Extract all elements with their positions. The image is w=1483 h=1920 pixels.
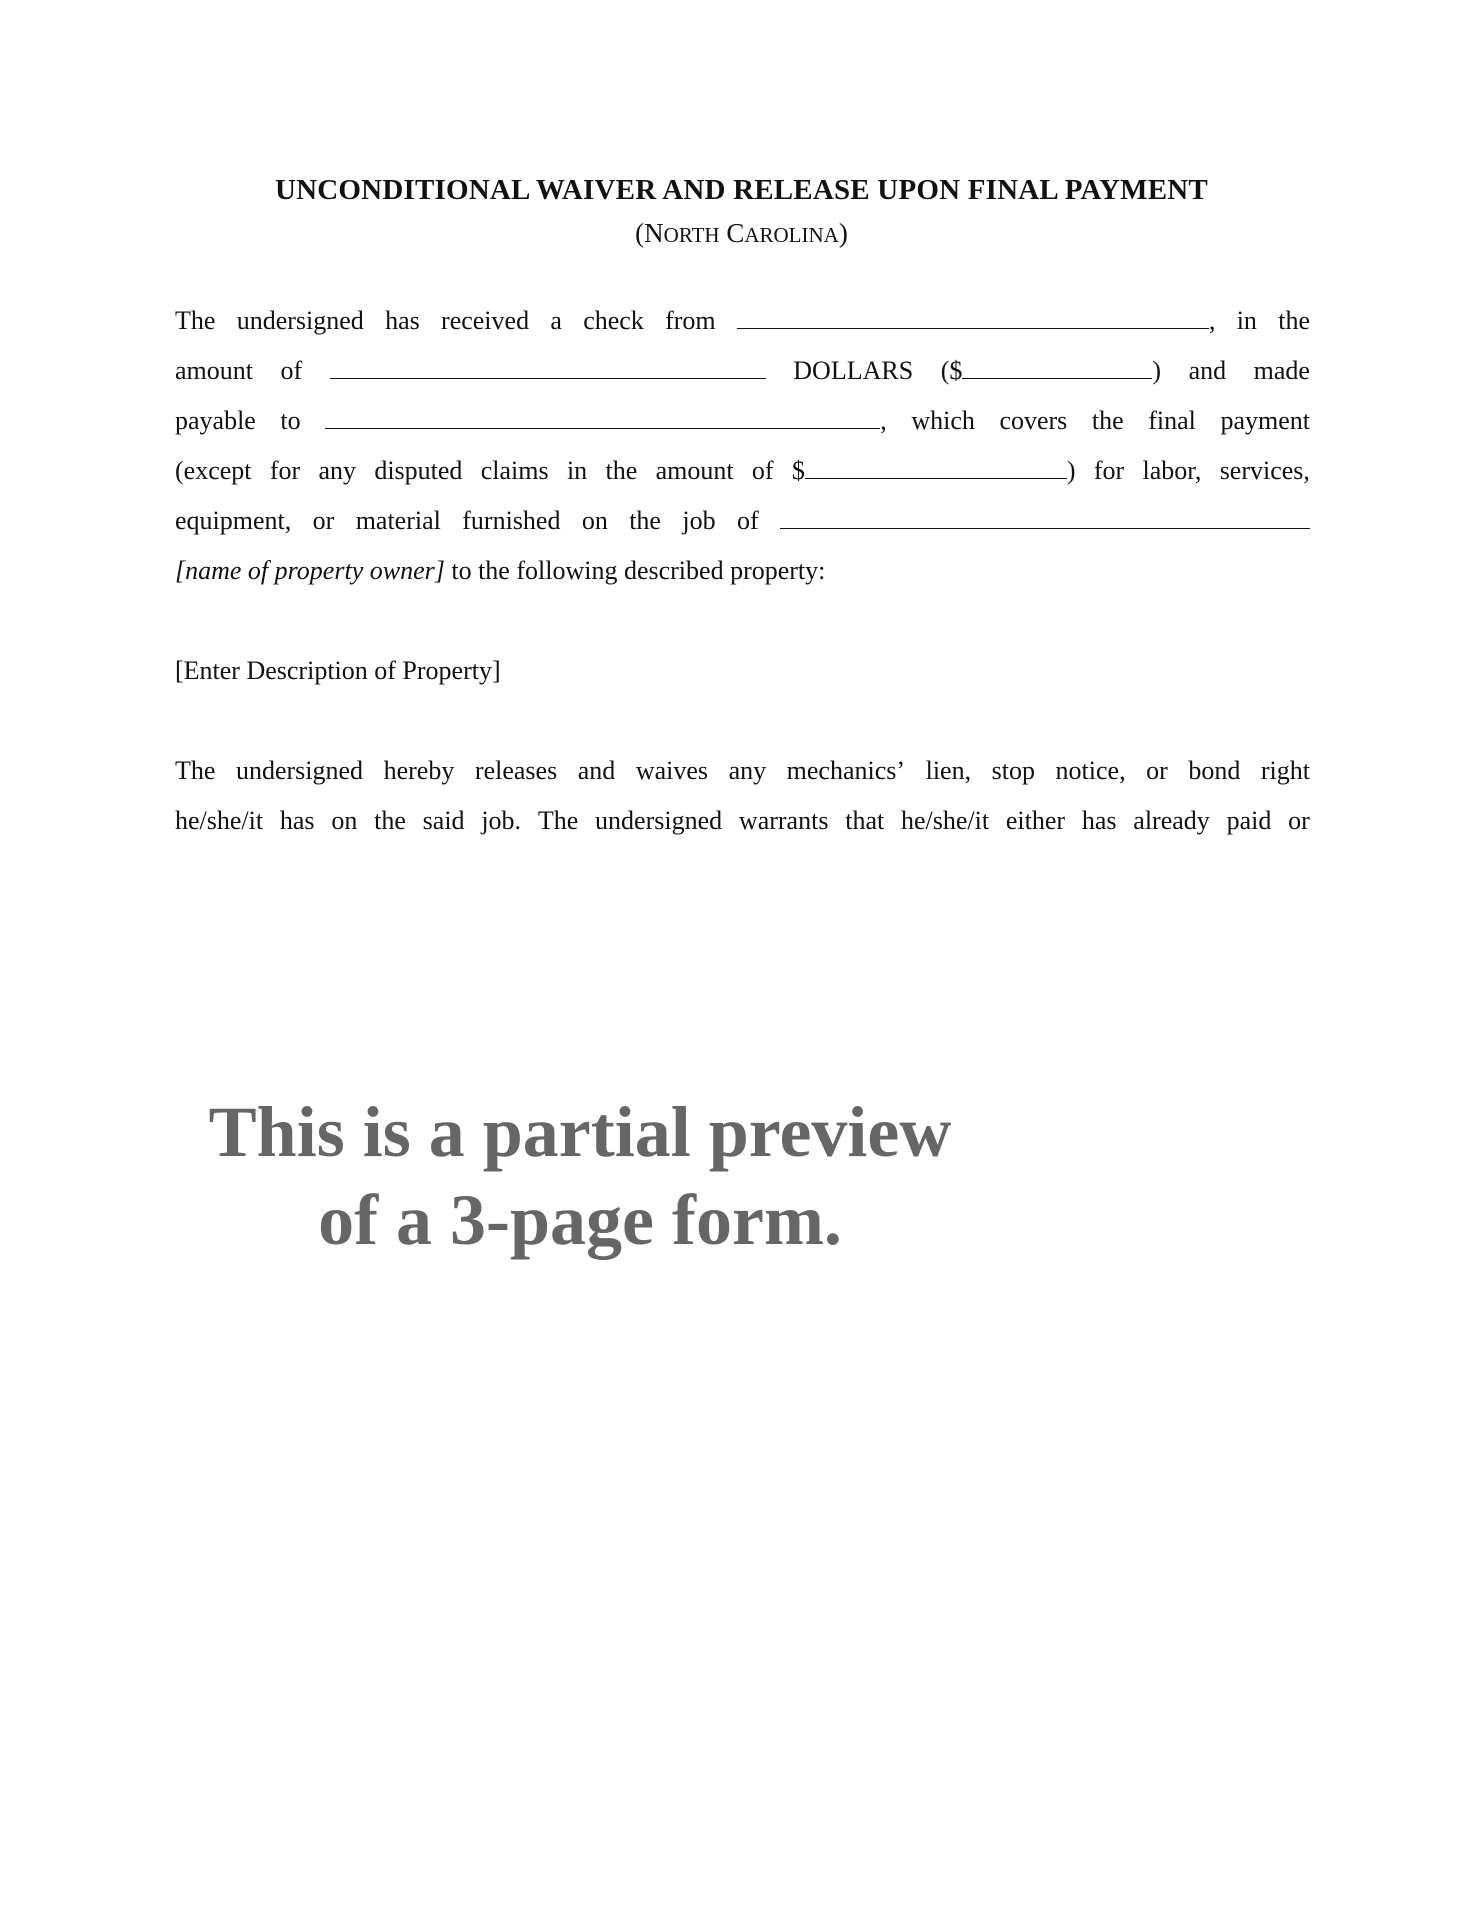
paragraph1-line5: equipment, or material furnished on the job of [175,506,1310,540]
document-subtitle: (NORTH CAROLINA) [635,218,848,248]
preview-watermark-line1: This is a partial preview [208,1092,952,1172]
payer-name-blank[interactable] [737,306,1209,329]
payee-name-blank[interactable] [325,406,880,429]
paragraph1-line2: amount of DOLLARS ($ ) and made [175,356,1310,385]
paragraph2-line2: he/she/it has on the said job. The undersigned warrants that he/she/it either has already paid or [175,806,1310,835]
amount-words-blank[interactable] [330,356,766,379]
paragraph2-line1: The undersigned hereby releases and waives any mechanics’ lien, stop notice, or bond right [175,756,1310,785]
property-description[interactable]: [Enter Description of Property] [175,656,501,685]
disputed-amount-blank[interactable] [805,456,1067,479]
paragraph1-line1: The undersigned has received a check from , in the [175,306,1310,335]
paragraph1-line6: [name of property owner] to the following described property: [175,556,826,585]
amount-number-blank[interactable] [962,356,1152,379]
paragraph1-line3: payable to , which covers the final payment [175,406,1310,435]
preview-watermark-line2: of a 3-page form. [318,1180,842,1260]
property-owner-hint: [name of property owner] [175,556,445,585]
paragraph1-line4: (except for any disputed claims in the amount of $ ) for labor, services, [175,456,1310,485]
document-title: UNCONDITIONAL WAIVER AND RELEASE UPON FINAL PAYMENT [275,174,1208,206]
property-owner-blank[interactable] [780,506,1310,529]
